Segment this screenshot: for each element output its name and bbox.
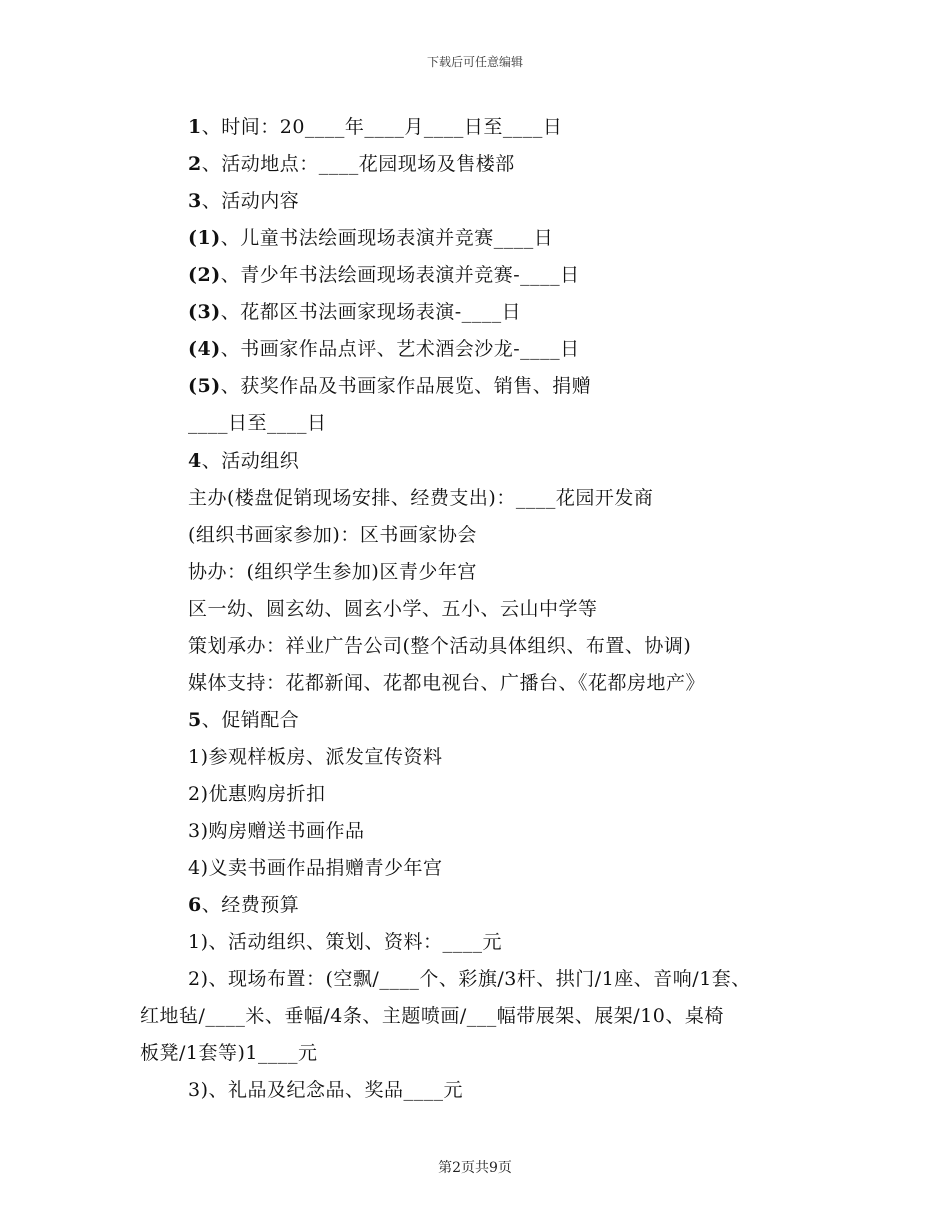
text-line: 6、经费预算 [188, 894, 300, 916]
text-line: 策划承办：祥业广告公司(整个活动具体组织、布置、协调) [188, 635, 692, 657]
text-line: 3)购房赠送书画作品 [188, 820, 365, 842]
text-line: 协办：(组织学生参加)区青少年宫 [188, 561, 477, 583]
line-number: (3) [188, 301, 221, 323]
text-line: 2)、现场布置：(空飘/____个、彩旗/3杆、拱门/1座、音响/1套、 [188, 968, 751, 990]
line-number: (1) [188, 227, 221, 249]
text-line: 3)、礼品及纪念品、奖品____元 [188, 1079, 464, 1101]
text-line: 媒体支持：花都新闻、花都电视台、广播台、《花都房地产》 [188, 672, 706, 694]
text-line: 主办(楼盘促销现场安排、经费支出)：____花园开发商 [188, 487, 654, 509]
line-number: 1 [188, 116, 202, 138]
line-number: (5) [188, 375, 221, 397]
text-line: 4、活动组织 [188, 450, 300, 472]
line-number: (4) [188, 338, 221, 360]
text-line: 5、促销配合 [188, 709, 300, 731]
text-line: 区一幼、圆玄幼、圆玄小学、五小、云山中学等 [188, 598, 598, 620]
page-header: 下载后可任意编辑 [426, 55, 523, 69]
line-number: 3 [188, 190, 202, 212]
text-line: 3、活动内容 [188, 190, 300, 212]
text-line: 板凳/1套等)1____元 [140, 1042, 318, 1064]
text-line: (2)、青少年书法绘画现场表演并竞赛-____日 [188, 264, 580, 286]
text-line: 1)参观样板房、派发宣传资料 [188, 746, 443, 768]
line-number: 5 [188, 709, 202, 731]
line-number: 6 [188, 894, 202, 916]
text-line: (5)、获奖作品及书画家作品展览、销售、捐赠 [188, 375, 592, 397]
text-line: 1)、活动组织、策划、资料：____元 [188, 931, 503, 953]
text-line: ____日至____日 [188, 412, 327, 434]
text-line: 2、活动地点：____花园现场及售楼部 [188, 153, 515, 175]
text-line: (4)、书画家作品点评、艺术酒会沙龙-____日 [188, 338, 580, 360]
line-number: (2) [188, 264, 221, 286]
text-line: 红地毡/____米、垂幅/4条、主题喷画/___幅带展架、展架/10、桌椅 [140, 1005, 724, 1027]
line-number: 4 [188, 450, 202, 472]
page-footer: 第2页共9页 [438, 1160, 512, 1176]
text-line: (组织书画家参加)：区书画家协会 [188, 524, 477, 546]
text-line: (1)、儿童书法绘画现场表演并竞赛____日 [188, 227, 554, 249]
text-line: 2)优惠购房折扣 [188, 783, 326, 805]
text-line: 4)义卖书画作品捐赠青少年宫 [188, 857, 443, 879]
text-line: (3)、花都区书法画家现场表演-____日 [188, 301, 522, 323]
text-line: 1、时间：20____年____月____日至____日 [188, 116, 563, 138]
line-number: 2 [188, 153, 202, 175]
